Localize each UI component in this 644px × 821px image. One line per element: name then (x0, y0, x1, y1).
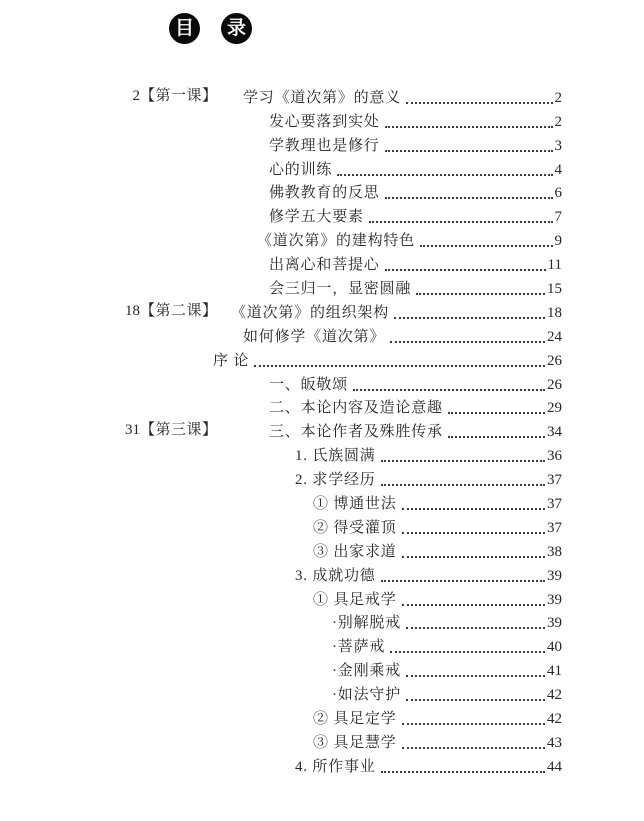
toc-entry-title: 4. 所作事业 (295, 758, 376, 775)
toc-entry-title: ② 得受灌顶 (313, 519, 397, 536)
dot-leader (390, 341, 545, 343)
toc-entry (0, 538, 644, 562)
lesson-start-page: 2 (132, 87, 140, 104)
toc-entry (0, 180, 644, 204)
toc-entry-page: 3 (554, 137, 562, 154)
dot-leader (406, 699, 545, 701)
toc-entry (0, 657, 644, 681)
title-char: 目 (174, 18, 194, 39)
dot-leader (337, 174, 552, 176)
toc-entry (0, 395, 644, 419)
toc-entry (0, 729, 644, 753)
toc-entry-title: 一、皈敬颂 (269, 376, 349, 393)
toc-entry (0, 633, 644, 657)
toc-entry-title: 1. 氏族圆满 (295, 448, 376, 465)
toc-entry-title: 序 论 (213, 352, 250, 369)
toc-entry-page: 37 (547, 472, 562, 489)
toc-entry-title: 《道次第》的建构特色 (257, 233, 416, 250)
toc-entry-page: 37 (547, 496, 562, 513)
toc-entry-title: ·如法守护 (332, 687, 401, 704)
dot-leader (402, 723, 545, 725)
toc-entry-title: ③ 具足慧学 (313, 734, 397, 751)
toc-entry-title: 三、本论作者及殊胜传承 (269, 424, 443, 441)
dot-leader (385, 150, 553, 152)
toc-entry (0, 490, 644, 514)
toc-entry-title: 3. 成就功德 (295, 567, 376, 584)
toc-entry-title: 心的训练 (269, 161, 333, 178)
toc-entry-title: ·别解脱戒 (332, 615, 401, 632)
toc-entry-title: ① 博通世法 (313, 496, 397, 513)
toc-entry-page: 39 (547, 615, 562, 632)
toc-entry-page: 11 (547, 257, 562, 274)
toc-entry (0, 132, 644, 156)
dot-leader (385, 197, 553, 199)
toc-entry-page: 7 (554, 209, 562, 226)
toc-entry-title: 佛教教育的反思 (269, 185, 380, 202)
toc-entry (0, 156, 644, 180)
title-char-circle-1 (169, 13, 200, 44)
dot-leader (416, 293, 545, 295)
toc-entry-page: 36 (547, 448, 562, 465)
toc-entry-title: ·金刚乘戒 (332, 663, 401, 680)
toc-entry-title: 出离心和菩提心 (269, 257, 380, 274)
lesson-label: 2【第一课】 (123, 86, 218, 106)
toc-entry (0, 753, 644, 777)
toc-entry (0, 227, 644, 251)
toc-entry (0, 562, 644, 586)
dot-leader (420, 245, 552, 247)
title-char-circle-2 (221, 13, 252, 44)
dot-leader (385, 269, 546, 271)
toc-entry (0, 84, 644, 108)
toc-entry-page: 9 (554, 233, 562, 250)
toc-entry-title: 二、本论内容及造论意趣 (269, 400, 443, 417)
page-title (169, 13, 252, 44)
dot-leader (406, 102, 552, 104)
toc-entry-page: 4 (554, 161, 562, 178)
toc-entry-page: 38 (547, 543, 562, 560)
toc-entry-title: 学教理也是修行 (269, 137, 380, 154)
toc-entry (0, 203, 644, 227)
toc-entry (0, 466, 644, 490)
title-char: 录 (226, 18, 246, 39)
toc-entry-page: 26 (547, 352, 562, 369)
dot-leader (402, 556, 545, 558)
toc-entry (0, 681, 644, 705)
toc-entry-title: 《道次第》的组织架构 (231, 304, 390, 321)
dot-leader (394, 317, 545, 319)
toc-list (0, 84, 644, 777)
toc-entry-title: ·菩萨戒 (332, 639, 386, 656)
lesson-start-page: 31 (125, 422, 140, 439)
toc-entry-title: 学习《道次第》的意义 (243, 89, 402, 106)
toc-entry-page: 24 (547, 328, 562, 345)
lesson-label: 18【第二课】 (125, 302, 218, 319)
toc-entry (0, 251, 644, 275)
toc-entry-title: ② 具足定学 (313, 711, 397, 728)
toc-entry (0, 586, 644, 610)
toc-entry (0, 610, 644, 634)
toc-entry (0, 323, 644, 347)
toc-entry-page: 26 (547, 376, 562, 393)
toc-entry-title: 如何修学《道次第》 (243, 328, 386, 345)
toc-entry-page: 18 (547, 304, 562, 321)
toc-entry-title: ③ 出家求道 (313, 543, 397, 560)
toc-entry-page: 44 (547, 758, 562, 775)
dot-leader (390, 651, 545, 653)
dot-leader (402, 604, 545, 606)
toc-entry-page: 15 (547, 281, 562, 298)
dot-leader (385, 126, 553, 128)
toc-entry-title: 修学五大要素 (269, 209, 364, 226)
toc-entry (0, 514, 644, 538)
toc-entry-page: 41 (547, 663, 562, 680)
toc-entry (0, 442, 644, 466)
dot-leader (381, 580, 545, 582)
toc-entry-page: 39 (547, 591, 562, 608)
toc-entry-title: 2. 求学经历 (295, 472, 376, 489)
dot-leader (406, 627, 545, 629)
toc-entry-page: 39 (547, 567, 562, 584)
toc-entry-page: 29 (547, 400, 562, 417)
dot-leader (353, 389, 545, 391)
toc-entry (0, 705, 644, 729)
dot-leader (406, 675, 545, 677)
toc-entry-title: ① 具足戒学 (313, 591, 397, 608)
toc-entry (0, 347, 644, 371)
toc-entry-page: 2 (554, 113, 562, 130)
toc-entry (0, 418, 644, 442)
dot-leader (381, 460, 545, 462)
toc-entry-page: 37 (547, 519, 562, 536)
toc-entry-page: 42 (547, 711, 562, 728)
dot-leader (402, 508, 545, 510)
toc-entry-title: 会三归一，显密圆融 (269, 281, 412, 298)
dot-leader (254, 365, 545, 367)
dot-leader (448, 436, 545, 438)
dot-leader (448, 412, 545, 414)
toc-entry (0, 108, 644, 132)
lesson-label: 31【第三课】 (125, 422, 218, 439)
lesson-start-page: 18 (125, 302, 140, 319)
toc-entry-page: 6 (554, 185, 562, 202)
toc-entry-page: 34 (547, 424, 562, 441)
toc-entry-page: 43 (547, 734, 562, 751)
dot-leader (381, 484, 545, 486)
toc-entry-page: 42 (547, 687, 562, 704)
dot-leader (369, 221, 553, 223)
dot-leader (402, 747, 545, 749)
dot-leader (381, 771, 545, 773)
toc-entry-page: 40 (547, 639, 562, 656)
dot-leader (402, 532, 545, 534)
toc-entry (0, 299, 644, 323)
toc-entry-page: 2 (554, 89, 562, 106)
toc-entry (0, 275, 644, 299)
toc-entry (0, 371, 644, 395)
toc-entry-title: 发心要落到实处 (269, 113, 380, 130)
